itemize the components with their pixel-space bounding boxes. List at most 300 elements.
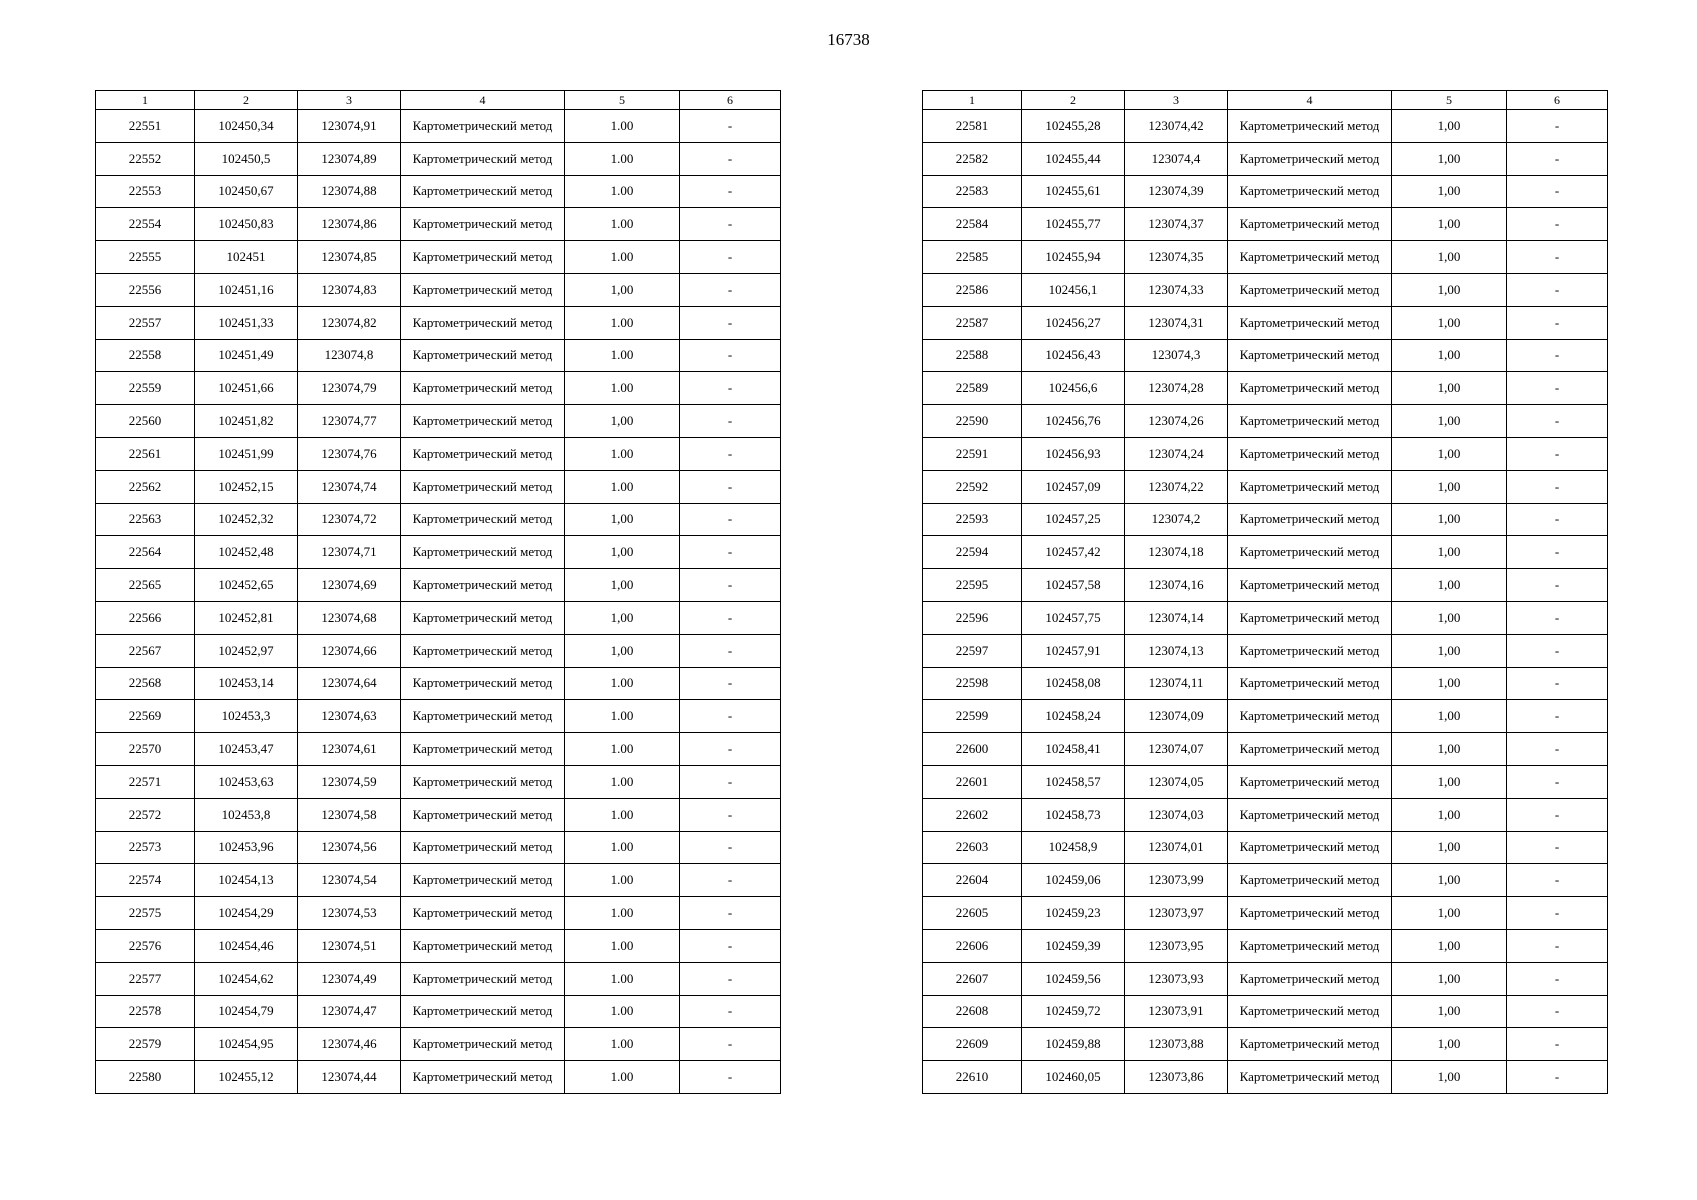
table-cell: 22557 [96, 306, 195, 339]
table-cell: 22565 [96, 569, 195, 602]
table-cell: 123074,63 [298, 700, 401, 733]
table-row [923, 470, 1608, 503]
table-row [923, 536, 1608, 569]
table-row [96, 110, 781, 143]
table-cell: Картометрический метод [401, 339, 565, 372]
table-row [923, 700, 1608, 733]
table-cell: 22574 [96, 864, 195, 897]
table-cell: 22588 [923, 339, 1022, 372]
table-row [96, 733, 781, 766]
table-cell: Картометрический метод [401, 700, 565, 733]
table-cell: 123074,69 [298, 569, 401, 602]
table-cell: - [1507, 1028, 1608, 1061]
table-cell: 1,00 [1392, 405, 1507, 438]
table-cell: 1,00 [1392, 995, 1507, 1028]
table-cell: - [1507, 241, 1608, 274]
table-cell: 1,00 [1392, 536, 1507, 569]
table-cell: 123074,53 [298, 897, 401, 930]
table-cell: - [1507, 667, 1608, 700]
table-row [923, 1028, 1608, 1061]
table-cell: 123074,64 [298, 667, 401, 700]
table-cell: 22561 [96, 437, 195, 470]
table-cell: Картометрический метод [1228, 503, 1392, 536]
table-cell: 1,00 [1392, 962, 1507, 995]
table-cell: - [680, 1028, 781, 1061]
table-cell: - [1507, 765, 1608, 798]
table-cell: 102450,83 [195, 208, 298, 241]
table-cell: 22552 [96, 142, 195, 175]
table-cell: - [1507, 995, 1608, 1028]
table-row [923, 208, 1608, 241]
table-row [923, 110, 1608, 143]
table-cell: 102457,09 [1022, 470, 1125, 503]
table-cell: Картометрический метод [1228, 569, 1392, 602]
table-cell: Картометрический метод [1228, 339, 1392, 372]
table-cell: 123074,01 [1125, 831, 1228, 864]
table-cell: 102451,99 [195, 437, 298, 470]
table-row [923, 1061, 1608, 1094]
table-cell: 102451,49 [195, 339, 298, 372]
table-cell: 1.00 [565, 437, 680, 470]
table-cell: 1.00 [565, 1061, 680, 1094]
table-cell: 1,00 [565, 536, 680, 569]
table-cell: 123074,86 [298, 208, 401, 241]
table-cell: - [1507, 929, 1608, 962]
table-row [96, 929, 781, 962]
table-row [923, 733, 1608, 766]
table-cell: Картометрический метод [401, 962, 565, 995]
table-row [923, 372, 1608, 405]
table-cell: 22572 [96, 798, 195, 831]
table-cell: Картометрический метод [1228, 110, 1392, 143]
table-cell: 22585 [923, 241, 1022, 274]
table-row [96, 306, 781, 339]
table-cell: - [680, 634, 781, 667]
table-cell: 1.00 [565, 372, 680, 405]
table-cell: - [680, 142, 781, 175]
table-cell: 22554 [96, 208, 195, 241]
table-cell: - [680, 470, 781, 503]
table-cell: 102455,61 [1022, 175, 1125, 208]
table-cell: 102458,57 [1022, 765, 1125, 798]
table-row [96, 503, 781, 536]
table-cell: 22598 [923, 667, 1022, 700]
table-cell: 1,00 [1392, 273, 1507, 306]
table-cell: Картометрический метод [1228, 1061, 1392, 1094]
table-cell: 123074,54 [298, 864, 401, 897]
table-row [923, 437, 1608, 470]
table-cell: 22562 [96, 470, 195, 503]
table-cell: 22605 [923, 897, 1022, 930]
table-cell: Картометрический метод [1228, 536, 1392, 569]
table-cell: 22591 [923, 437, 1022, 470]
table-cell: 102452,48 [195, 536, 298, 569]
table-cell: 22584 [923, 208, 1022, 241]
table-cell: 1.00 [565, 175, 680, 208]
table-cell: 102454,95 [195, 1028, 298, 1061]
table-cell: 123074,76 [298, 437, 401, 470]
table-cell: 102455,77 [1022, 208, 1125, 241]
table-cell: 123073,99 [1125, 864, 1228, 897]
table-cell: 123073,86 [1125, 1061, 1228, 1094]
table-cell: Картометрический метод [401, 306, 565, 339]
table-cell: 102459,06 [1022, 864, 1125, 897]
table-row [923, 929, 1608, 962]
table-row [96, 142, 781, 175]
table-cell: - [680, 831, 781, 864]
table-cell: 1,00 [565, 503, 680, 536]
table-cell: 123074,2 [1125, 503, 1228, 536]
column-header: 4 [1228, 91, 1392, 110]
table-cell: 102451,16 [195, 273, 298, 306]
table-cell: 123074,37 [1125, 208, 1228, 241]
table-cell: - [1507, 1061, 1608, 1094]
table-cell: 22555 [96, 241, 195, 274]
table-cell: Картометрический метод [1228, 175, 1392, 208]
table-cell: 102458,9 [1022, 831, 1125, 864]
table-cell: 102458,24 [1022, 700, 1125, 733]
column-header: 6 [680, 91, 781, 110]
table-cell: 102458,08 [1022, 667, 1125, 700]
table-row [923, 569, 1608, 602]
table-cell: Картометрический метод [401, 470, 565, 503]
table-cell: 123074,33 [1125, 273, 1228, 306]
table-cell: 123074,66 [298, 634, 401, 667]
table-row [923, 864, 1608, 897]
table-cell: Картометрический метод [1228, 995, 1392, 1028]
table-cell: 1,00 [565, 569, 680, 602]
table-cell: 1,00 [565, 273, 680, 306]
table-cell: Картометрический метод [401, 733, 565, 766]
table-cell: 1,00 [1392, 241, 1507, 274]
table-cell: Картометрический метод [1228, 1028, 1392, 1061]
table-cell: 22575 [96, 897, 195, 930]
table-cell: 22568 [96, 667, 195, 700]
table-cell: Картометрический метод [1228, 437, 1392, 470]
table-cell: - [1507, 897, 1608, 930]
table-cell: 22586 [923, 273, 1022, 306]
table-cell: 22567 [96, 634, 195, 667]
table-row [923, 175, 1608, 208]
table-cell: 22587 [923, 306, 1022, 339]
table-cell: 123074,51 [298, 929, 401, 962]
table-cell: 22566 [96, 601, 195, 634]
table-cell: - [1507, 339, 1608, 372]
table-cell: Картометрический метод [401, 765, 565, 798]
table-row [923, 273, 1608, 306]
table-cell: - [680, 601, 781, 634]
table-cell: 102459,88 [1022, 1028, 1125, 1061]
table-cell: 123074,11 [1125, 667, 1228, 700]
table-cell: 102452,65 [195, 569, 298, 602]
table-cell: Картометрический метод [401, 995, 565, 1028]
table-cell: 102455,12 [195, 1061, 298, 1094]
page-number: 16738 [827, 30, 870, 49]
table-cell: - [680, 700, 781, 733]
table-cell: 123074,28 [1125, 372, 1228, 405]
table-cell: 102456,27 [1022, 306, 1125, 339]
table-cell: 22559 [96, 372, 195, 405]
table-cell: 1,00 [1392, 733, 1507, 766]
table-cell: Картометрический метод [401, 142, 565, 175]
table-row [96, 241, 781, 274]
table-cell: Картометрический метод [1228, 142, 1392, 175]
table-row [96, 372, 781, 405]
table-cell: 102456,1 [1022, 273, 1125, 306]
table-cell: 123074,4 [1125, 142, 1228, 175]
table-cell: Картометрический метод [401, 536, 565, 569]
table-row [923, 503, 1608, 536]
table-cell: - [680, 241, 781, 274]
table-cell: 22599 [923, 700, 1022, 733]
table-cell: 1.00 [565, 667, 680, 700]
table-cell: 123074,24 [1125, 437, 1228, 470]
column-header: 3 [1125, 91, 1228, 110]
table-cell: 22571 [96, 765, 195, 798]
table-cell: 1,00 [1392, 569, 1507, 602]
table-cell: 123074,05 [1125, 765, 1228, 798]
table-cell: 22569 [96, 700, 195, 733]
table-cell: 102457,58 [1022, 569, 1125, 602]
table-cell: - [680, 273, 781, 306]
table-cell: 1,00 [1392, 437, 1507, 470]
table-cell: 102459,56 [1022, 962, 1125, 995]
table-row [923, 241, 1608, 274]
table-cell: 1.00 [565, 897, 680, 930]
table-cell: - [680, 437, 781, 470]
table-cell: - [1507, 700, 1608, 733]
table-row [923, 634, 1608, 667]
table-cell: 123073,88 [1125, 1028, 1228, 1061]
table-cell: 123074,03 [1125, 798, 1228, 831]
table-cell: 123074,07 [1125, 733, 1228, 766]
table-cell: Картометрический метод [1228, 929, 1392, 962]
table-cell: 22556 [96, 273, 195, 306]
table-cell: 1.00 [565, 765, 680, 798]
table-row [923, 995, 1608, 1028]
table-cell: 123074,77 [298, 405, 401, 438]
table-cell: Картометрический метод [1228, 700, 1392, 733]
table-cell: - [680, 765, 781, 798]
table-cell: Картометрический метод [1228, 208, 1392, 241]
table-row [96, 765, 781, 798]
table-cell: 123074,3 [1125, 339, 1228, 372]
table-cell: - [680, 733, 781, 766]
table-cell: - [1507, 470, 1608, 503]
table-cell: 123074,46 [298, 1028, 401, 1061]
table-cell: Картометрический метод [1228, 765, 1392, 798]
table-cell: 1.00 [565, 864, 680, 897]
table-cell: 102456,76 [1022, 405, 1125, 438]
column-header: 3 [298, 91, 401, 110]
table-cell: 22570 [96, 733, 195, 766]
table-cell: 1,00 [1392, 634, 1507, 667]
table-cell: 22558 [96, 339, 195, 372]
table-cell: Картометрический метод [401, 405, 565, 438]
table-cell: 102453,3 [195, 700, 298, 733]
table-cell: 102458,73 [1022, 798, 1125, 831]
table-cell: 102455,44 [1022, 142, 1125, 175]
table-cell: Картометрический метод [401, 798, 565, 831]
table-row [96, 897, 781, 930]
table-cell: 123074,85 [298, 241, 401, 274]
table-row [923, 765, 1608, 798]
table-cell: 123074,68 [298, 601, 401, 634]
table-cell: 102454,79 [195, 995, 298, 1028]
table-cell: - [680, 405, 781, 438]
table-row [96, 470, 781, 503]
table-cell: 1,00 [1392, 175, 1507, 208]
table-cell: - [1507, 110, 1608, 143]
table-cell: 123074,59 [298, 765, 401, 798]
table-cell: 1.00 [565, 208, 680, 241]
table-cell: Картометрический метод [1228, 601, 1392, 634]
table-row [96, 634, 781, 667]
table-cell: 123074,91 [298, 110, 401, 143]
table-cell: 22581 [923, 110, 1022, 143]
table-cell: 1.00 [565, 306, 680, 339]
table-cell: - [1507, 798, 1608, 831]
table-cell: 22579 [96, 1028, 195, 1061]
table-cell: - [680, 372, 781, 405]
table-header-row [96, 91, 781, 110]
table-cell: 1,00 [1392, 306, 1507, 339]
table-cell: 22610 [923, 1061, 1022, 1094]
table-cell: - [1507, 569, 1608, 602]
column-header: 1 [96, 91, 195, 110]
table-cell: 123074,18 [1125, 536, 1228, 569]
table-cell: 22604 [923, 864, 1022, 897]
table-cell: Картометрический метод [401, 273, 565, 306]
table-cell: 102457,25 [1022, 503, 1125, 536]
table-cell: 123074,83 [298, 273, 401, 306]
table-cell: 1,00 [1392, 831, 1507, 864]
table-cell: 1,00 [1392, 1028, 1507, 1061]
table-cell: - [1507, 831, 1608, 864]
table-cell: Картометрический метод [401, 241, 565, 274]
table-cell: - [1507, 208, 1608, 241]
table-cell: 102451,33 [195, 306, 298, 339]
table-row [923, 798, 1608, 831]
table-cell: 123074,82 [298, 306, 401, 339]
table-cell: 1,00 [1392, 798, 1507, 831]
table-cell: Картометрический метод [1228, 241, 1392, 274]
coordinates-table-right [922, 90, 1608, 1094]
table-cell: 123074,42 [1125, 110, 1228, 143]
table-cell: 102450,67 [195, 175, 298, 208]
table-cell: 22580 [96, 1061, 195, 1094]
table-cell: 1.00 [565, 339, 680, 372]
table-cell: 1,00 [1392, 897, 1507, 930]
table-cell: Картометрический метод [401, 1028, 565, 1061]
table-cell: 123074,13 [1125, 634, 1228, 667]
table-cell: 102458,41 [1022, 733, 1125, 766]
table-cell: 102459,72 [1022, 995, 1125, 1028]
table-cell: Картометрический метод [1228, 897, 1392, 930]
table-cell: 102454,62 [195, 962, 298, 995]
table-cell: Картометрический метод [401, 601, 565, 634]
table-cell: 22593 [923, 503, 1022, 536]
table-cell: 102453,63 [195, 765, 298, 798]
table-cell: - [1507, 634, 1608, 667]
table-cell: - [680, 339, 781, 372]
table-cell: 123074,72 [298, 503, 401, 536]
table-cell: 22578 [96, 995, 195, 1028]
table-cell: Картометрический метод [401, 897, 565, 930]
column-header: 1 [923, 91, 1022, 110]
table-cell: 1,00 [1392, 208, 1507, 241]
table-cell: 102450,34 [195, 110, 298, 143]
table-cell: 123073,95 [1125, 929, 1228, 962]
table-cell: 22590 [923, 405, 1022, 438]
table-cell: 22592 [923, 470, 1022, 503]
table-cell: 22553 [96, 175, 195, 208]
table-cell: 22563 [96, 503, 195, 536]
table-cell: 123074,74 [298, 470, 401, 503]
table-cell: 22608 [923, 995, 1022, 1028]
table-row [923, 142, 1608, 175]
table-cell: 102456,43 [1022, 339, 1125, 372]
table-cell: 1.00 [565, 733, 680, 766]
table-cell: 123074,79 [298, 372, 401, 405]
table-cell: 102455,94 [1022, 241, 1125, 274]
table-cell: 102452,81 [195, 601, 298, 634]
table-row [96, 831, 781, 864]
table-cell: 102453,96 [195, 831, 298, 864]
table-cell: 123074,31 [1125, 306, 1228, 339]
column-header: 5 [1392, 91, 1507, 110]
table-row [96, 405, 781, 438]
table-row [923, 339, 1608, 372]
table-cell: 123074,16 [1125, 569, 1228, 602]
table-cell: 123074,44 [298, 1061, 401, 1094]
table-cell: 22597 [923, 634, 1022, 667]
table-cell: 123074,39 [1125, 175, 1228, 208]
table-cell: 1.00 [565, 241, 680, 274]
table-cell: 22551 [96, 110, 195, 143]
table-cell: Картометрический метод [401, 929, 565, 962]
table-cell: - [1507, 175, 1608, 208]
table-cell: - [680, 569, 781, 602]
table-row [96, 536, 781, 569]
table-cell: 102452,97 [195, 634, 298, 667]
table-cell: 22589 [923, 372, 1022, 405]
table-row [923, 306, 1608, 339]
table-cell: Картометрический метод [401, 1061, 565, 1094]
table-cell: 102457,75 [1022, 601, 1125, 634]
table-row [923, 601, 1608, 634]
table-cell: 22609 [923, 1028, 1022, 1061]
table-cell: Картометрический метод [401, 864, 565, 897]
table-cell: 1.00 [565, 470, 680, 503]
table-cell: - [680, 962, 781, 995]
table-cell: 123074,14 [1125, 601, 1228, 634]
table-cell: 1,00 [565, 634, 680, 667]
table-cell: Картометрический метод [401, 110, 565, 143]
column-header: 2 [1022, 91, 1125, 110]
table-cell: - [680, 208, 781, 241]
table-cell: 1,00 [1392, 110, 1507, 143]
table-cell: 22606 [923, 929, 1022, 962]
table-cell: 123074,58 [298, 798, 401, 831]
table-cell: 1,00 [1392, 765, 1507, 798]
table-cell: 22577 [96, 962, 195, 995]
table-cell: Картометрический метод [1228, 962, 1392, 995]
table-cell: - [680, 897, 781, 930]
table-row [923, 831, 1608, 864]
table-cell: 102451 [195, 241, 298, 274]
table-cell: 123074,22 [1125, 470, 1228, 503]
